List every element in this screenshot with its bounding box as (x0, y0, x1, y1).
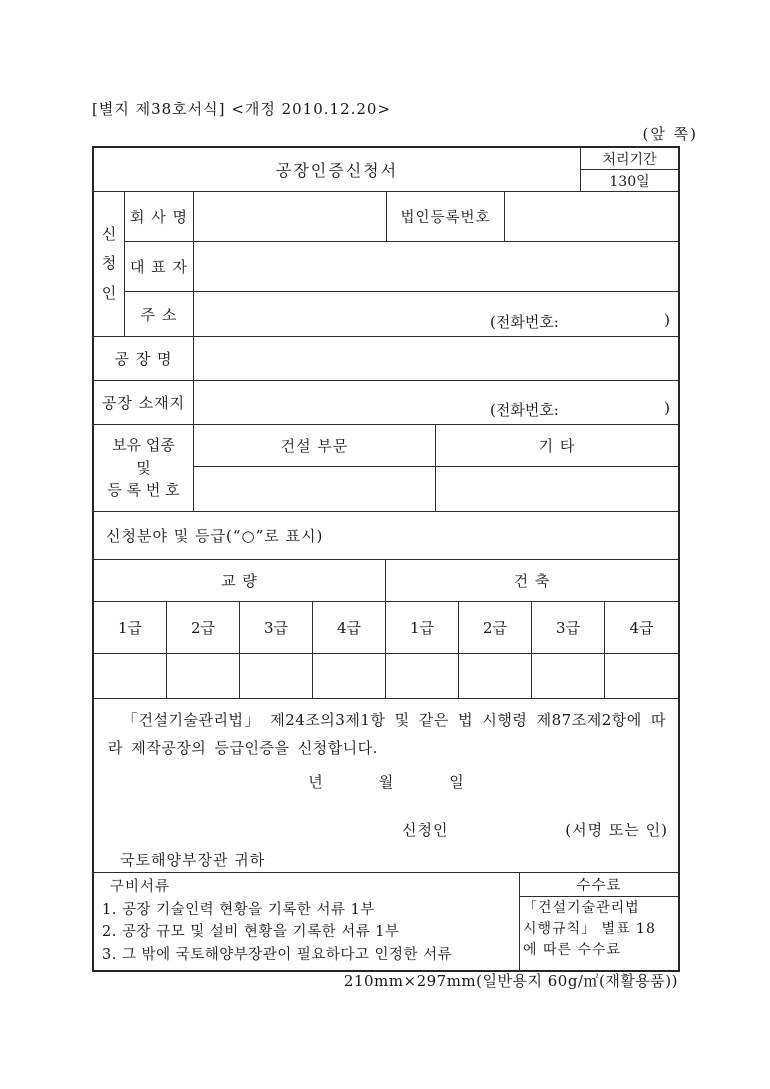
corp-registration-field (505, 192, 678, 241)
bridge-group-label: 교 량 (94, 560, 386, 601)
year-label: 년 (308, 773, 323, 791)
fee-text (520, 897, 678, 970)
industry-header-row (194, 425, 678, 467)
address-label: 주 소 (125, 292, 194, 336)
grade-group-header (94, 560, 678, 602)
recipient-line: 국토해양부장관 귀하 (120, 851, 266, 869)
date-line (94, 771, 678, 792)
bridge-grade3-label: 3급 (240, 602, 313, 653)
factory-phone-line (490, 399, 670, 420)
address-field (194, 292, 678, 336)
sign-or-seal-label: (서명 또는 인) (565, 821, 668, 839)
construction-sector-label: 건설 부문 (194, 425, 436, 466)
grade-section-label: 신청분야 및 등급(“○”로 표시) (106, 527, 324, 545)
processing-period-box (581, 148, 678, 191)
building-grade4-mark-cell (605, 654, 678, 698)
applicant-rows (125, 192, 678, 336)
industry-section (94, 425, 678, 512)
building-grade1-mark-cell (386, 654, 459, 698)
attachment-item: 1. 공장 기술인력 현황을 기록한 서류 1부 (102, 901, 375, 918)
bridge-grade2-label: 2급 (167, 602, 240, 653)
attachments-list (94, 873, 520, 970)
fee-label: 수수료 (520, 873, 678, 897)
factory-location-field (194, 381, 678, 424)
factory-location-label: 공장 소재지 (94, 381, 194, 424)
address-row (125, 292, 678, 336)
industry-label-line1: 보유 업종 (112, 436, 175, 455)
factory-name-row (94, 337, 678, 381)
factory-name-label: 공 장 명 (94, 337, 194, 380)
applicant-group-label: 신청인 (94, 192, 125, 336)
attachments-section (94, 873, 678, 970)
factory-location-row (94, 381, 678, 425)
building-grade2-label: 2급 (459, 602, 532, 653)
form-reference-note: [별지 제38호서식] <개정 2010.12.20> (92, 100, 392, 118)
phone-label: (전화번호: (490, 313, 559, 331)
industry-label (94, 425, 194, 511)
corp-registration-label: 법인등록번호 (387, 192, 505, 241)
bridge-grade2-mark-cell (167, 654, 240, 698)
declaration-text: 「건설기술관리법」 제24조의3제1항 및 같은 법 시행령 제87조제2항에 따라 제작공장의 등급인증을 신청합니다. (108, 711, 666, 757)
company-name-label: 회 사 명 (125, 192, 194, 241)
form-title: 공장인증신청서 (94, 148, 581, 191)
company-name-field (194, 192, 387, 241)
month-label: 월 (378, 773, 394, 791)
phone-close-paren: ) (664, 311, 670, 329)
construction-sector-field (194, 467, 436, 511)
grade-columns-header (94, 602, 678, 654)
processing-period-label: 처리기간 (581, 148, 678, 170)
processing-period-value: 130일 (609, 173, 650, 190)
fee-text-line3: 에 따른 수수료 (523, 942, 622, 958)
building-grade1-label: 1급 (386, 602, 459, 653)
bridge-grade4-label: 4급 (313, 602, 386, 653)
phone-label: (전화번호: (490, 401, 559, 419)
phone-close-paren: ) (664, 399, 670, 417)
industry-label-line3: 등 록 번 호 (107, 481, 180, 500)
title-row (94, 148, 678, 192)
attachment-item: 3. 그 밖에 국토해양부장관이 필요하다고 인정한 서류 (102, 946, 453, 963)
bridge-grade1-label: 1급 (94, 602, 167, 653)
representative-label: 대 표 자 (125, 242, 194, 291)
grade-mark-row (94, 654, 678, 699)
day-label: 일 (449, 773, 464, 791)
etc-sector-label: 기 타 (538, 437, 576, 455)
declaration-section (94, 699, 678, 873)
industry-label-line2: 및 (136, 458, 151, 477)
etc-sector-field (436, 467, 678, 511)
bridge-grade3-mark-cell (240, 654, 313, 698)
bridge-grade4-mark-cell (313, 654, 386, 698)
attachment-item: 2. 공장 규모 및 설비 현황을 기록한 서류 1부 (102, 924, 400, 941)
fee-text-line1: 「건설기술관리법 (523, 900, 640, 916)
applicant-signature-label: 신청인 (402, 821, 449, 839)
paper-spec-note: 210mm×297mm(일반용지 60g/㎡(재활용품)) (343, 972, 678, 990)
building-grade2-mark-cell (459, 654, 532, 698)
representative-field (194, 242, 678, 291)
representative-row (125, 242, 678, 292)
applicant-section (94, 192, 678, 337)
bridge-grade1-mark-cell (94, 654, 167, 698)
building-group-label: 건 축 (513, 572, 551, 590)
page-side-note: (앞 쪽) (642, 125, 698, 143)
attachments-label: 구비서류 (110, 879, 171, 895)
building-grade3-mark-cell (532, 654, 605, 698)
grade-section-row (94, 512, 678, 560)
fee-text-line2: 시행규칙」 별표 18 (523, 921, 656, 937)
company-name-row (125, 192, 678, 242)
industry-value-row (194, 467, 678, 511)
industry-columns (194, 425, 678, 511)
application-form-table (92, 146, 680, 972)
fee-box (520, 873, 678, 970)
building-grade3-label: 3급 (532, 602, 605, 653)
building-grade4-label: 4급 (629, 619, 654, 637)
factory-name-field (194, 337, 678, 380)
address-phone-line (490, 311, 670, 332)
